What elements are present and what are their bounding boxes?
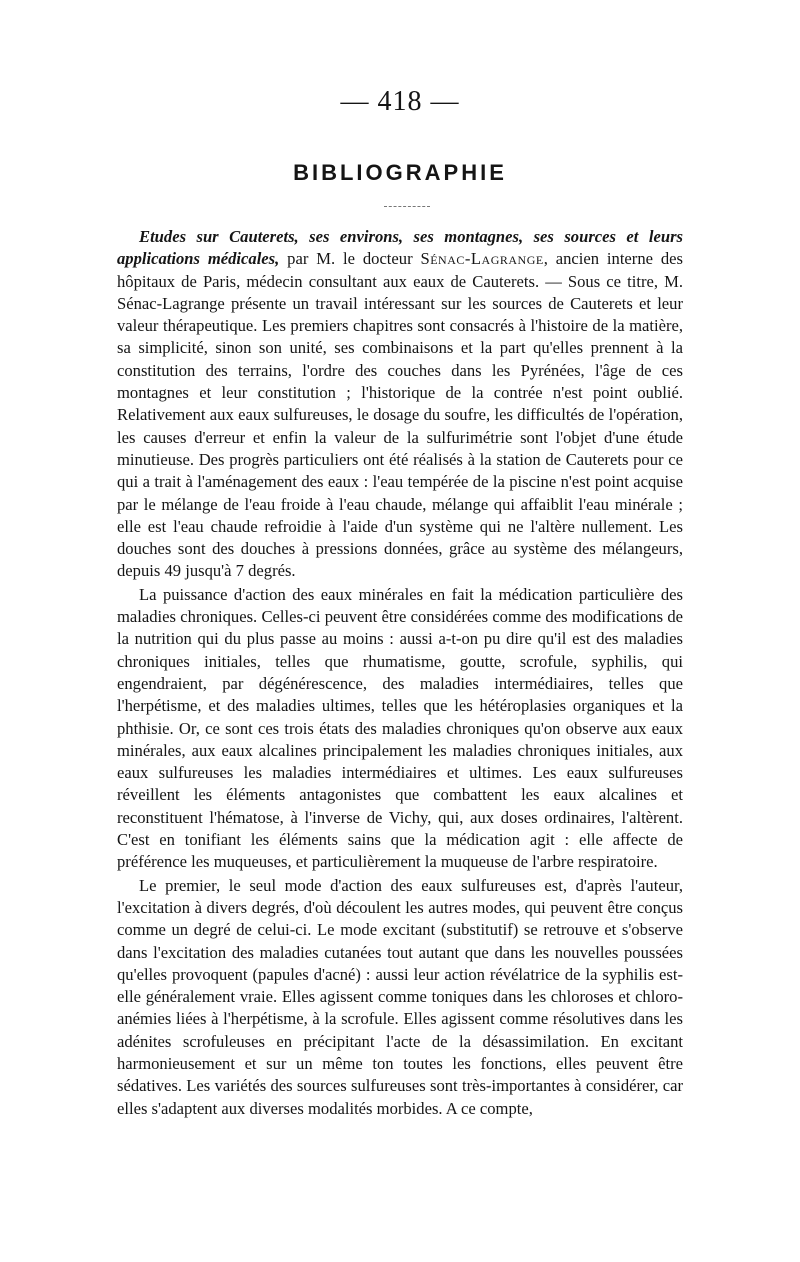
book-title: Etudes sur Cauterets, ses environs, ses montagnes, ses sources et leurs applications médicales, bbox=[117, 227, 683, 269]
paragraph-1-text: , ancien interne des hôpitaux de Paris, médecin consultant aux eaux de Cauterets. — Sous ce titre, M. Sénac-Lagrange présente un travail intéressant sur les sources de Cauterets et leur valeur thérapeutique. Les premiers chapitres sont consacrés à l'histoire de la matière, sa simplicité, sinon son unité, ses combinaisons et la part qu'elles prennent à la constitution des terrains, l'ordre des couches dans les Pyrénées, l'âge de ces montagnes et leur constitution ; l'historique de la contrée n'est point oublié. Relativement aux eaux sulfureuses, le dosage du soufre, les difficultés de l'opération, les causes d'erreur et enfin la valeur de la sulfurimétrie sont l'objet d'une étude minutieuse. Des progrès particuliers ont été réalisés à la station de Cauterets pour ce qui a trait à l'aménagement des eaux : l'eau tempérée de la piscine n'est point acquise par le mélange de l'eau froide à l'eau chaude, mélange qui affaiblit l'eau minérale ; elle est l'eau chaude refroidie à l'aide d'un système qui ne l'altère nullement. Les douches sont des douches à pressions données, grâce au système des mélangeurs, depuis 49 jusqu'à 7 degrés. bbox=[117, 249, 683, 581]
section-heading: BIBLIOGRAPHIE bbox=[293, 160, 507, 185]
paragraph-2: La puissance d'action des eaux minérales en fait la médication particulière des maladies chroniques. Celles-ci peuvent être considérées comme des modifications de la nutrition qui du plus passe au moins : aussi a-t-on pu dire qu'il est des maladies chroniques initiales, telles que rhumatisme, goutte, scrofule, syphilis, qui engendraient, par dégénérescence, des maladies intermédiaires, telles que l'herpétisme, et des maladies ultimes, telles que les hétéroplasies organiques et la phthisie. Or, ce sont ces trois états des maladies chroniques qu'on observe aux eaux minérales, aux eaux alcalines principalement les maladies chroniques initiales, aux eaux sulfureuses les maladies intermédiaires et ultimes. Les eaux sulfureuses réveillent les éléments antagonistes que combattent les eaux alcalines et reconstituent l'hématose, à l'inverse de Vichy, qui, aux doses ordinaires, l'altèrent. C'est en tonifiant les éléments sains que la médication agit : elle affecte de préférence les muqueuses, et particulièrement la muqueuse de l'arbre respiratoire. bbox=[117, 584, 683, 872]
paragraph-1 bbox=[117, 226, 683, 583]
byline-text: par M. le docteur bbox=[279, 249, 421, 269]
ornament-rule bbox=[384, 206, 430, 207]
author-name: Sénac-Lagrange bbox=[420, 249, 544, 269]
article-body bbox=[117, 226, 683, 1120]
paragraph-3: Le premier, le seul mode d'action des eaux sulfureuses est, d'après l'auteur, l'excitation à divers degrés, d'où découlent les autres modes, qui peuvent être conçus comme un degré de celui-ci. Le mode excitant (substitutif) se retrouve et s'observe dans l'excitation des maladies cutanées tout autant que dans les nouvelles poussées qu'elles provoquent (papules d'acné) : aussi leur action révélatrice de la syphilis est-elle généralement vraie. Elles agissent comme toniques dans les chloroses et chloro-anémies liées à l'herpétisme, à la scrofule. Elles agissent comme résolutives dans les adénites scrofuleuses en précipitant l'acte de la désassimilation. En excitant harmonieusement et sur un même ton toutes les fonctions, elles peuvent être sédatives. Les variétés des sources sulfureuses sont très-importantes à considérer, car elles s'adaptent aux diverses modalités morbides. A ce compte, bbox=[117, 875, 683, 1118]
page-number: — 418 — bbox=[340, 86, 460, 117]
